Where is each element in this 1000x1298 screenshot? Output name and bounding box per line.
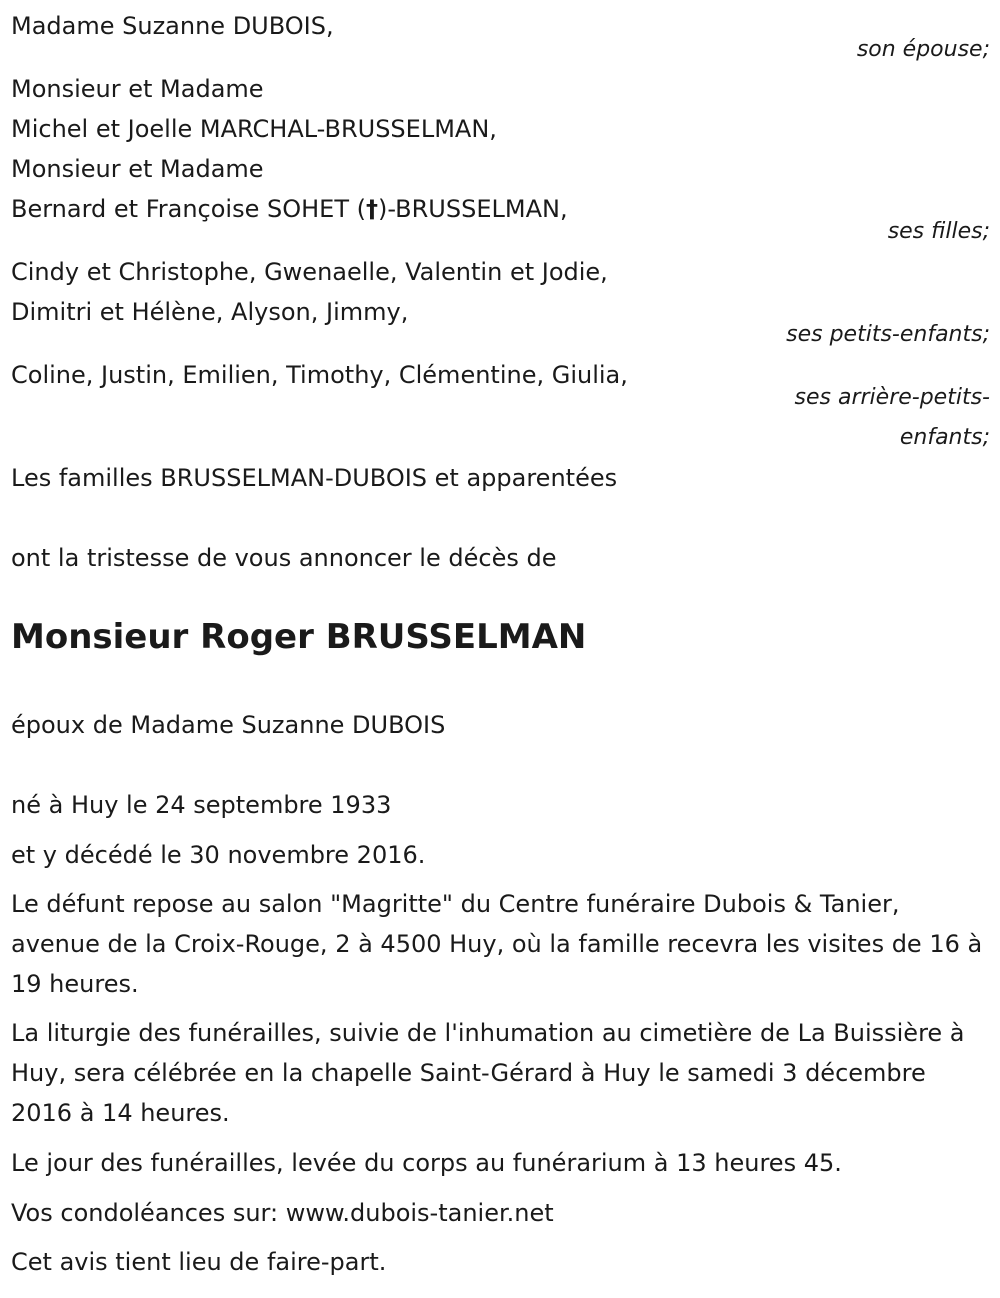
daughter-couple-name-2-after: )-BRUSSELMAN,: [377, 195, 568, 223]
great-grandchildren-names: Coline, Justin, Emilien, Timothy, Clémentine, Giulia,: [11, 361, 628, 389]
great-grandchildren-relation-2: enfants;: [899, 425, 990, 450]
spouse-name: Madame Suzanne DUBOIS,: [11, 12, 334, 40]
daughter-couple-name-2: [11, 189, 568, 229]
visitation-paragraph: Le défunt repose au salon "Magritte" du Centre funéraire Dubois & Tanier, avenue de la Croix-Rouge, 2 à 4500 Huy, où la famille recevra les visites de 16 à 19 heures.: [11, 890, 983, 998]
closing-note: Cet avis tient lieu de faire-part.: [11, 1248, 387, 1276]
great-grandchildren-relation-1: ses arrière-petits-: [794, 385, 990, 410]
spouse-of-text: époux de Madame Suzanne DUBOIS: [11, 711, 446, 739]
removal-info: Le jour des funérailles, levée du corps au funérarium à 13 heures 45.: [11, 1149, 842, 1177]
daughter-couple-title-1: Monsieur et Madame: [11, 75, 264, 103]
daughter-couple-name-1: Michel et Joelle MARCHAL-BRUSSELMAN,: [11, 115, 497, 143]
grandchildren-names-1: Cindy et Christophe, Gwenaelle, Valentin et Jodie,: [11, 258, 608, 286]
liturgy-paragraph: La liturgie des funérailles, suivie de l'inhumation au cimetière de La Buissière à Huy, sera célébrée en la chapelle Saint-Gérard à Huy le samedi 3 décembre 2016 à 14 heures.: [11, 1019, 965, 1127]
deceased-name: Monsieur Roger BRUSSELMAN: [11, 617, 587, 657]
grandchildren-relation: ses petits-enfants;: [786, 322, 990, 347]
announcement-text: ont la tristesse de vous annoncer le décès de: [11, 544, 557, 572]
daughters-relation: ses filles;: [887, 219, 990, 244]
daughter-couple-name-2-before: Bernard et Françoise SOHET (: [11, 195, 366, 223]
daughter-couple-title-2: Monsieur et Madame: [11, 155, 264, 183]
death-info: et y décédé le 30 novembre 2016.: [11, 841, 426, 869]
condolences-info: Vos condoléances sur: www.dubois-tanier.net: [11, 1199, 554, 1227]
deceased-cross-icon: †: [365, 195, 378, 223]
grandchildren-names-2: Dimitri et Hélène, Alyson, Jimmy,: [11, 298, 409, 326]
birth-info: né à Huy le 24 septembre 1933: [11, 791, 392, 819]
related-families: Les familles BRUSSELMAN-DUBOIS et apparentées: [11, 464, 618, 492]
spouse-relation: son épouse;: [856, 37, 990, 62]
